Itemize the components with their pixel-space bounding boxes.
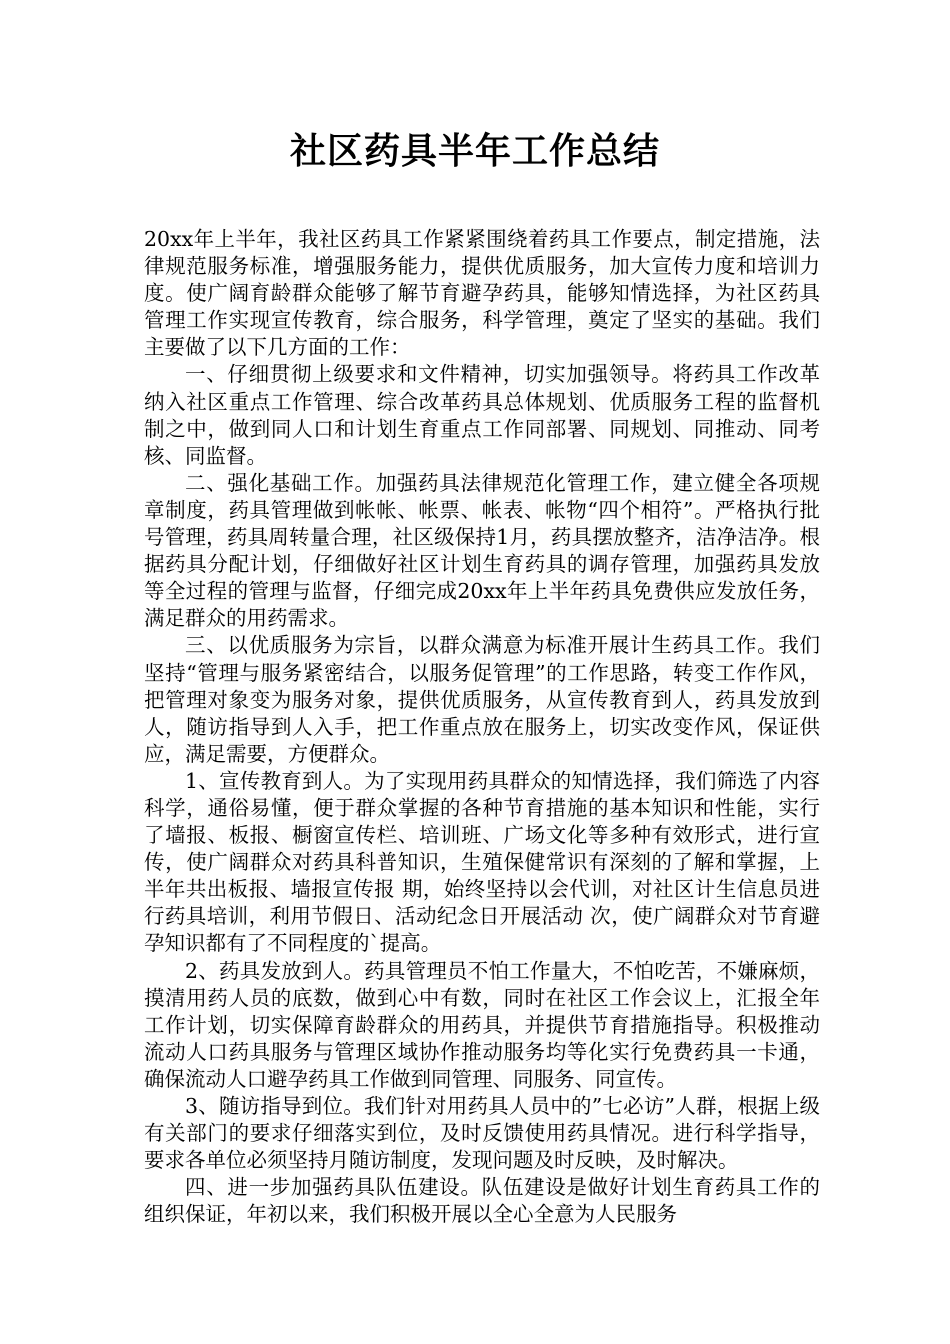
paragraph-section-1: 一、仔细贯彻上级要求和文件精神，切实加强领导。将药具工作改革纳入社区重点工作管理、综合改革药具总体规划、优质服务工程的监督机制之中，做到同人口和计划生育重点工作同部署、同规划、同推动、同考核、同监督。	[144, 362, 820, 468]
paragraph-section-2: 二、强化基础工作。加强药具法律规范化管理工作，建立健全各项规章制度，药具管理做到帐帐、帐票、帐表、帐物“四个相符”。严格执行批号管理，药具周转量合理，社区级保持1月，药具摆放整齐，洁净洁净。根据药具分配计划，仔细做好社区计划生育药具的调存管理，加强药具发放等全过程的管理与监督，仔细完成20xx年上半年药具免费供应发放任务，满足群众的用药需求。	[144, 470, 820, 631]
paragraph-intro: 20xx年上半年，我社区药具工作紧紧围绕着药具工作要点，制定措施，法律规范服务标准，增强服务能力，提供优质服务，加大宣传力度和培训力度。使广阔育龄群众能够了解节育避孕药具，能够知情选择，为社区药具管理工作实现宣传教育，综合服务，科学管理，奠定了坚实的基础。我们主要做了以下几方面的工作：	[144, 227, 820, 360]
paragraph-section-3: 三、以优质服务为宗旨，以群众满意为标准开展计生药具工作。我们坚持“管理与服务紧密结合，以服务促管理”的工作思路，转变工作作风，把管理对象变为服务对象，提供优质服务，从宣传教育到人，药具发放到人，随访指导到人入手，把工作重点放在服务上，切实改变作风，保证供应，满足需要，方便群众。	[144, 633, 820, 766]
paragraph-item-3: 3、随访指导到位。我们针对用药具人员中的”七必访”人群，根据上级有关部门的要求仔细落实到位，及时反馈使用药具情况。进行科学指导，要求各单位必须坚持月随访制度，发现问题及时反映，及时解决。	[144, 1094, 820, 1173]
paragraph-section-4: 四、进一步加强药具队伍建设。队伍建设是做好计划生育药具工作的组织保证，年初以来，我们积极开展以全心全意为人民服务	[144, 1175, 820, 1227]
document-body	[144, 226, 820, 1228]
paragraph-item-1: 1、宣传教育到人。为了实现用药具群众的知情选择，我们筛选了内容科学，通俗易懂，便于群众掌握的各种节育措施的基本知识和性能，实行了墙报、板报、橱窗宣传栏、培训班、广场文化等多种有效形式，进行宣传，使广阔群众对药具科普知识，生殖保健常识有深刻的了解和掌握，上半年共出板报、墙报宣传报 期，始终坚持以会代训，对社区计生信息员进行药具培训，利用节假日、活动纪念日开展活动 次，使广阔群众对节育避孕知识都有了不同程度的`提高。	[144, 768, 820, 956]
paragraph-item-2: 2、药具发放到人。药具管理员不怕工作量大，不怕吃苦，不嫌麻烦，摸清用药人员的底数，做到心中有数，同时在社区工作会议上，汇报全年工作计划，切实保障育龄群众的用药具，并提供节育措施指导。积极推动流动人口药具服务与管理区域协作推动服务均等化实行免费药具一卡通，确保流动人口避孕药具工作做到同管理、同服务、同宣传。	[144, 958, 820, 1091]
document-title: 社区药具半年工作总结	[289, 131, 660, 172]
